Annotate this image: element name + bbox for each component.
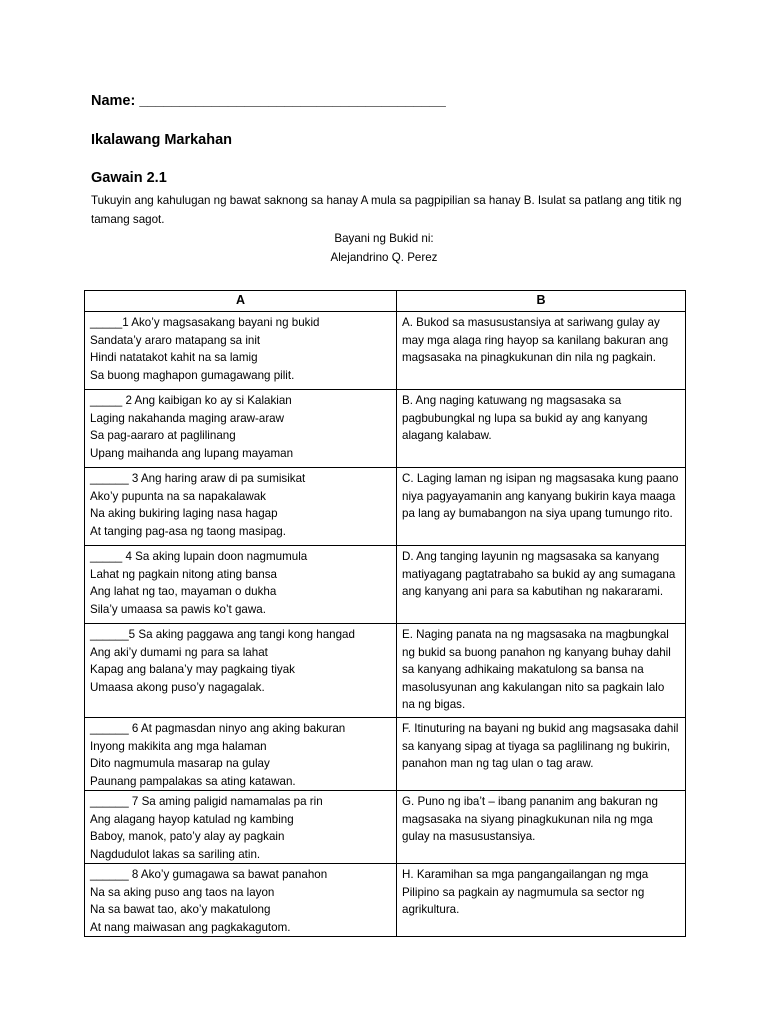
stanza-line: Ang aki’y dumami ng para sa lahat: [90, 645, 268, 659]
stanza-line: At tanging pag-asa ng taong masipag.: [90, 524, 286, 538]
stanza-cell[interactable]: [85, 864, 397, 937]
choice-text: E. Naging panata na ng magsasaka na magbungkal ng bukid sa buong panahon ng kanyang buhay dahil sa kanyang adhikaing makatulong sa bansa na masolusyunan ang kakulangan nito sa pagkain lalo na ng bigas.: [402, 628, 671, 711]
stanza-line: Ako’y pupunta na sa napakalawak: [90, 489, 266, 503]
stanza-line: Sila’y umaasa sa pawis ko’t gawa.: [90, 602, 266, 616]
stanza-line: _____1 Ako’y magsasakang bayani ng bukid: [90, 316, 320, 329]
stanza-line: Na sa bawat tao, ako’y makatulong: [90, 903, 271, 916]
stanza-cell[interactable]: [85, 312, 397, 390]
choice-text: H. Karamihan sa mga pangangailangan ng mga Pilipino sa pagkain ay nagmumula sa sector ng agrikultura.: [402, 868, 649, 916]
stanza-cell[interactable]: [85, 624, 397, 718]
stanza-line: ______5 Sa aking paggawa ang tangi kong hangad: [90, 628, 355, 641]
table-row: [85, 864, 686, 937]
table-header-row: [85, 291, 686, 312]
matching-table: [84, 290, 686, 937]
stanza-line: Ang alagang hayop katulad ng kambing: [90, 812, 294, 826]
stanza-line: Dito nagmumula masarap na gulay: [90, 757, 270, 770]
stanza-line: At nang maiwasan ang pagkakagutom.: [90, 920, 291, 934]
stanza-line: Upang maihanda ang lupang mayaman: [90, 446, 294, 460]
stanza-line: Sandata’y araro matapang sa init: [90, 333, 261, 347]
choice-text: C. Laging laman ng isipan ng magsasaka kung paano niya pagyayamanin ang kanyang bukirin kaya maaga pa lang ay bumabangon na siya upang tumungo rito.: [402, 472, 679, 520]
stanza-line: Hindi natatakot kahit na sa lamig: [90, 351, 258, 364]
choice-text: D. Ang tanging layunin ng magsasaka sa kanyang matiyagang pagtatrabaho sa bukid ay ang sumagana ang kanyang ani para sa kabutihan ng nakararami.: [402, 550, 676, 598]
stanza-line: ______ 7 Sa aming paligid namamalas pa rin: [90, 795, 323, 808]
table-row: [85, 791, 686, 864]
table-row: [85, 468, 686, 546]
stanza-line: _____ 4 Sa aking lupain doon nagmumula: [90, 550, 308, 563]
table-row: [85, 312, 686, 390]
stanza-cell[interactable]: [85, 390, 397, 468]
poem-title: Bayani ng Bukid ni:: [334, 232, 434, 245]
choice-cell: [397, 468, 686, 546]
stanza-line: Na sa aking puso ang taos na layon: [90, 885, 275, 899]
stanza-line: ______ 6 At pagmasdan ninyo ang aking bakuran: [90, 722, 346, 735]
stanza-line: Baboy, manok, pato’y alay ay pagkain: [90, 830, 285, 843]
poem-author: Alejandrino Q. Perez: [330, 251, 438, 264]
stanza-line: Sa pag-aararo at paglilinang: [90, 429, 236, 442]
stanza-cell[interactable]: [85, 718, 397, 791]
choice-text: F. Itinuturing na bayani ng bukid ang magsasaka dahil sa kanyang sipag at tiyaga sa paglilinang ng bukirin, panahon man ng tag ulan o tag araw.: [402, 722, 679, 770]
choice-cell: [397, 624, 686, 718]
table-row: [85, 546, 686, 624]
choice-cell: [397, 390, 686, 468]
table-row: [85, 624, 686, 718]
task-heading: Gawain 2.1: [91, 170, 167, 186]
stanza-line: Nagdudulot lakas sa sariling atin.: [90, 847, 261, 861]
stanza-line: Lahat ng pagkain nitong ating bansa: [90, 567, 277, 581]
stanza-cell[interactable]: [85, 791, 397, 864]
stanza-line: Laging nakahanda maging araw-araw: [90, 411, 285, 425]
quarter-heading: Ikalawang Markahan: [91, 132, 233, 148]
choice-cell: [397, 312, 686, 390]
stanza-line: ______ 8 Ako’y gumagawa sa bawat panahon: [90, 868, 328, 881]
stanza-line: Inyong makikita ang mga halaman: [90, 739, 267, 753]
stanza-line: ______ 3 Ang haring araw di pa sumisikat: [90, 472, 306, 485]
choice-text: B. Ang naging katuwang ng magsasaka sa pagbubungkal ng lupa sa bukid ay ang kanyang alagang kalabaw.: [402, 394, 648, 442]
name-field-line[interactable]: Name: ______________________________________: [91, 93, 446, 109]
table-row: [85, 390, 686, 468]
stanza-line: Paunang pampalakas sa ating katawan.: [90, 774, 296, 788]
table-row: [85, 718, 686, 791]
stanza-line: Sa buong maghapon gumagawang pilit.: [90, 368, 295, 382]
choice-text: G. Puno ng iba’t – ibang pananim ang bakuran ng magsasaka na siyang pinagkukunan nila ng mga gulay na masusustansiya.: [402, 795, 658, 843]
stanza-line: Ang lahat ng tao, mayaman o dukha: [90, 585, 277, 598]
choice-cell: [397, 718, 686, 791]
choice-cell: [397, 791, 686, 864]
choice-text: A. Bukod sa masusustansiya at sariwang gulay ay may mga alaga ring hayop sa kanilang bakuran ang magsasaka na pinagkukunan din nila ng pagkain.: [402, 316, 669, 364]
stanza-line: _____ 2 Ang kaibigan ko ay si Kalakian: [90, 394, 292, 407]
stanza-cell[interactable]: [85, 546, 397, 624]
choice-cell: [397, 546, 686, 624]
stanza-line: Kapag ang balana’y may pagkaing tiyak: [90, 663, 295, 676]
stanza-line: Umaasa akong puso’y nagagalak.: [90, 680, 265, 694]
stanza-cell[interactable]: [85, 468, 397, 546]
column-a-header: A: [85, 291, 397, 312]
instructions-text: Tukuyin ang kahulugan ng bawat saknong sa hanay A mula sa pagpipilian sa hanay B. Isulat sa patlang ang titik ng tamang sagot.: [91, 194, 682, 226]
table-body: [85, 312, 686, 937]
choice-cell: [397, 864, 686, 937]
stanza-line: Na aking bukiring laging nasa hagap: [90, 507, 278, 520]
column-b-header: B: [397, 291, 686, 312]
